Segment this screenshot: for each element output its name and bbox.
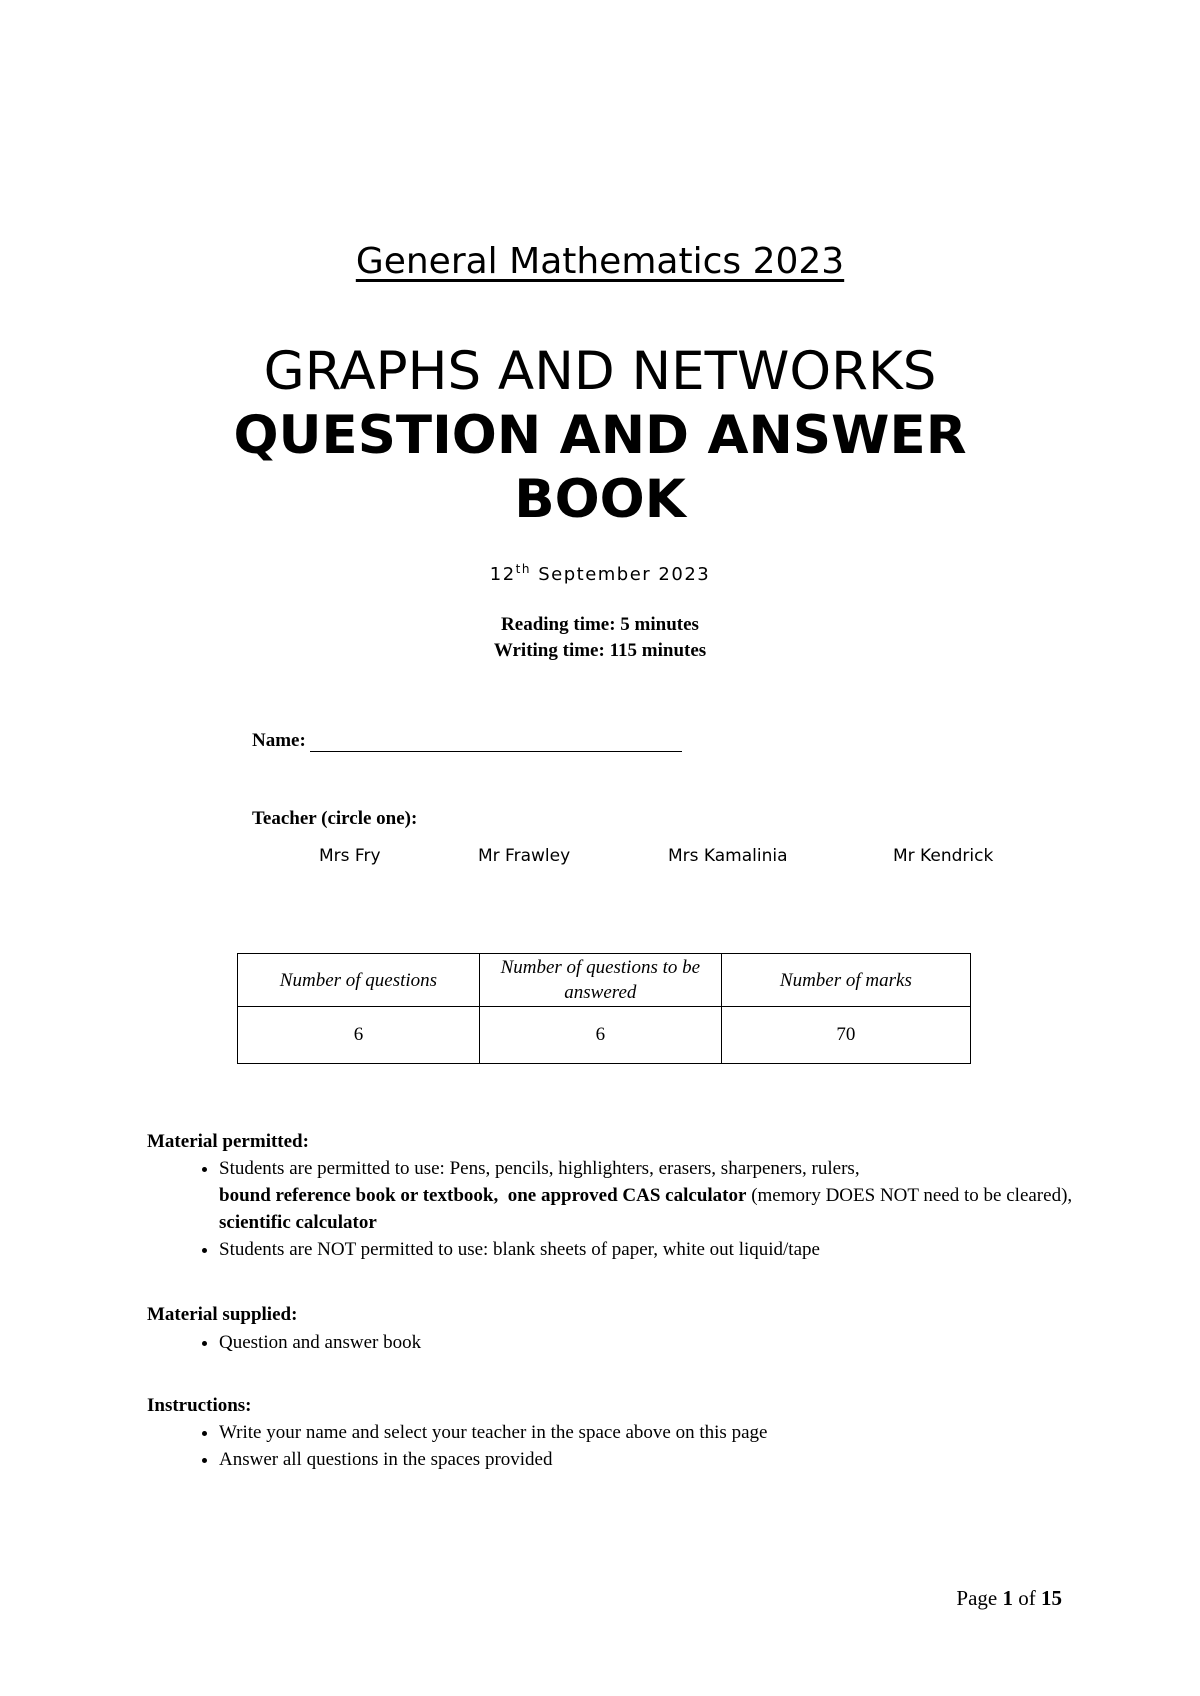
list-item: • Question and answer book: [219, 1329, 1119, 1356]
table-row: [238, 1007, 971, 1064]
teacher-option-kendrick[interactable]: Mr Kendrick: [893, 846, 994, 866]
table-cell: 6: [238, 1007, 480, 1064]
exam-times: [0, 612, 1200, 664]
table-header-cell: Number of questions: [238, 954, 480, 1007]
page-word: Page: [956, 1586, 998, 1610]
of-word: of: [1018, 1586, 1036, 1610]
writing-time: Writing time: 115 minutes: [493, 640, 707, 661]
materials-supplied-heading: Material supplied:: [147, 1304, 298, 1325]
exam-date-day: 12: [489, 564, 516, 585]
name-label: Name:: [252, 730, 306, 751]
name-row: [252, 730, 682, 752]
reading-time: Reading time: 5 minutes: [501, 614, 699, 635]
list-item: [219, 1155, 1119, 1236]
exam-date-suffix: th: [515, 562, 531, 576]
teacher-option-kamalinia[interactable]: Mrs Kamalinia: [668, 846, 788, 866]
table-cell: 70: [721, 1007, 970, 1064]
table-header-cell: Number of marks: [721, 954, 970, 1007]
list-item: • Write your name and select your teacher in the space above on this page: [219, 1419, 1119, 1446]
table-header-row: [238, 954, 971, 1007]
table-header-cell: Number of questions to be answered: [479, 954, 721, 1007]
page-current: 1: [1002, 1586, 1013, 1610]
topic-title: GRAPHS AND NETWORKS: [263, 341, 937, 402]
instructions-heading: Instructions:: [147, 1395, 252, 1416]
materials-permitted-heading: Material permitted:: [147, 1131, 309, 1152]
course-title: General Mathematics 2023: [355, 241, 845, 282]
instructions-list: [147, 1419, 1119, 1473]
list-item: • Students are NOT permitted to use: blank sheets of paper, white out liquid/tape: [219, 1236, 1119, 1263]
teacher-option-fry[interactable]: Mrs Fry: [319, 846, 381, 866]
page-total: 15: [1041, 1586, 1062, 1610]
book-title: QUESTION AND ANSWER BOOK: [233, 405, 967, 530]
question-summary-table: [237, 953, 971, 1064]
list-item-bold: scientific calculator: [219, 1212, 377, 1233]
list-item-bold: bound reference book or textbook,: [219, 1185, 499, 1206]
page-number: [956, 1586, 1062, 1611]
exam-date-rest: September 2023: [530, 564, 711, 585]
list-item-bold: one approved CAS calculator: [507, 1185, 747, 1206]
teacher-label: Teacher (circle one):: [252, 808, 418, 829]
list-item-text: Students are permitted to use: Pens, pencils, highlighters, erasers, sharpeners, rulers,: [219, 1158, 860, 1179]
materials-permitted-list: [147, 1155, 1119, 1263]
exam-date: [0, 562, 1200, 585]
teacher-option-frawley[interactable]: Mr Frawley: [478, 846, 571, 866]
name-field[interactable]: [310, 731, 682, 752]
materials-supplied-list: [147, 1329, 1119, 1356]
table-cell: 6: [479, 1007, 721, 1064]
list-item: • Answer all questions in the spaces provided: [219, 1446, 1119, 1473]
list-item-text: (memory DOES NOT need to be cleared),: [746, 1185, 1073, 1206]
